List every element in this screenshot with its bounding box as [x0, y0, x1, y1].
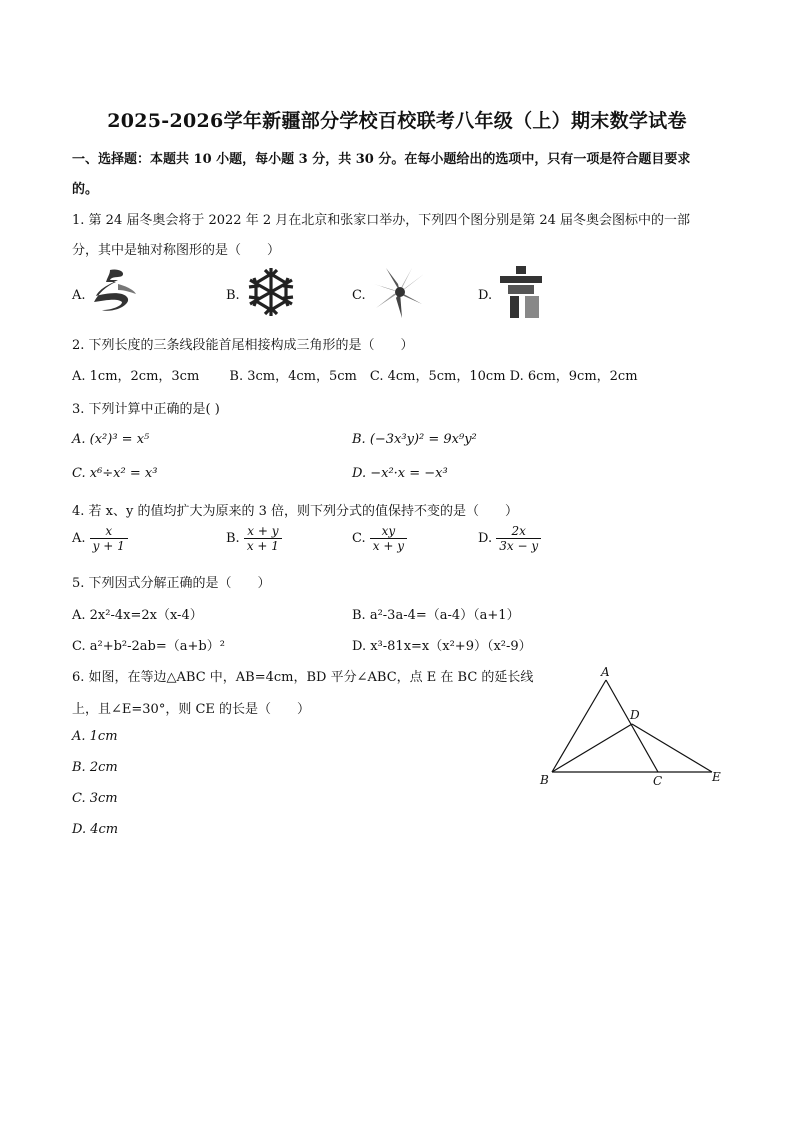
segment-ab [552, 680, 606, 772]
q6-option-d: D. 4cm [72, 822, 119, 837]
q3-stem: 3. 下列计算中正确的是( ) [72, 402, 220, 417]
q4-option-a-fraction: $\frac{x}{y + 1}$ [90, 524, 128, 553]
q6-option-a: A. 1cm [72, 729, 118, 744]
label-e: E [712, 770, 721, 784]
section-instruction-line1: 一、选择题：本题共 10 小题，每小题 3 分，共 30 分。在每小题给出的选项中，只有一项是符合题目要求 [72, 152, 691, 167]
q5-option-c: C. a²+b²-2ab=（a+b）² [72, 639, 225, 654]
q1-option-b-label: B. [226, 288, 240, 303]
label-d: D [630, 708, 640, 722]
q4-option-a-label: A. [72, 531, 86, 546]
q3-option-d: D. −x²·x = −x³ [352, 466, 448, 481]
q1-stem-line2: 分，其中是轴对称图形的是（ ） [72, 243, 281, 258]
label-c: C [653, 774, 663, 788]
section-instruction-line2: 的。 [72, 182, 99, 197]
skating-pictogram-icon [88, 266, 144, 316]
label-b: B [540, 773, 549, 787]
snowflake-pictogram-icon [245, 266, 297, 318]
q6-option-c: C. 3cm [72, 791, 118, 806]
page-title: 2025-2026学年新疆部分学校百校联考八年级（上）期末数学试卷 [107, 110, 687, 132]
q4-option-d [478, 524, 541, 553]
q2-stem: 2. 下列长度的三条线段能首尾相接构成三角形的是（ ） [72, 338, 414, 353]
q4-option-c [352, 524, 407, 553]
q4-option-d-fraction: $\frac{2x}{3x - y}$ [496, 524, 541, 553]
floral-emblem-icon [372, 264, 428, 320]
inukshuk-pictogram-icon [498, 266, 544, 320]
q5-option-d: D. x³-81x=x（x²+9）（x²-9） [352, 639, 532, 654]
q4-option-b [226, 524, 282, 553]
q5-option-a: A. 2x²-4x=2x（x-4） [72, 608, 203, 623]
q4-option-a [72, 524, 128, 553]
q4-option-c-fraction: $\frac{xy}{x + y}$ [370, 524, 407, 553]
q4-stem: 4. 若 x、y 的值均扩大为原来的 3 倍，则下列分式的值保持不变的是（ ） [72, 504, 519, 519]
label-a: A [601, 665, 610, 679]
triangle-figure [530, 660, 730, 790]
q1-option-c-label: C. [352, 288, 366, 303]
q6-stem-line2: 上，且∠E=30°，则 CE 的长是（ ） [72, 702, 311, 717]
q1-option-d-label: D. [478, 288, 493, 303]
q6-option-b: B. 2cm [72, 760, 118, 775]
segment-bd [552, 724, 632, 772]
q1-option-a-label: A. [72, 288, 86, 303]
q2-options: A. 1cm，2cm，3cm B. 3cm，4cm，5cm C. 4cm，5cm，10cm D. 6cm，9cm，2cm [72, 369, 638, 384]
q3-option-b: B. (−3x³y)² = 9x⁹y² [352, 432, 477, 447]
q4-option-c-label: C. [352, 531, 366, 546]
q3-option-c: C. x⁶÷x² = x³ [72, 466, 158, 481]
q3-option-a: A. (x²)³ = x⁵ [72, 432, 150, 447]
q1-stem-line1: 1. 第 24 届冬奥会将于 2022 年 2 月在北京和张家口举办，下列四个图分别是第 24 届冬奥会图标中的一部 [72, 213, 691, 228]
q5-stem: 5. 下列因式分解正确的是（ ） [72, 576, 271, 591]
q4-option-b-label: B. [226, 531, 240, 546]
q5-option-b: B. a²-3a-4=（a-4）（a+1） [352, 608, 520, 623]
segment-ac [606, 680, 658, 772]
q4-option-b-fraction: $\frac{x + y}{x + 1}$ [244, 524, 282, 553]
q6-stem-line1: 6. 如图，在等边△ABC 中，AB=4cm，BD 平分∠ABC，点 E 在 BC 的延长线 [72, 670, 534, 685]
q4-option-d-label: D. [478, 531, 493, 546]
